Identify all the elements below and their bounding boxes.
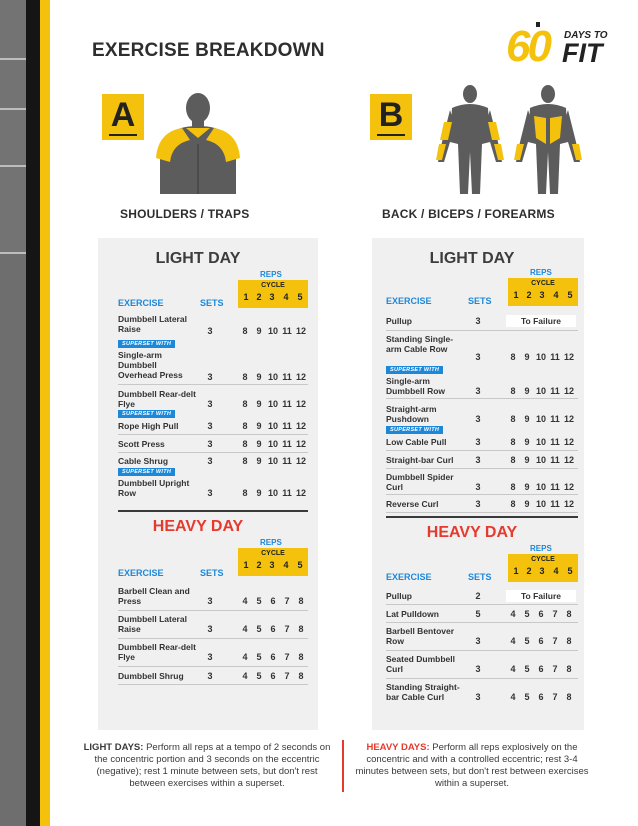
cycle-number: 1 [513, 290, 519, 300]
rep-value: 7 [552, 636, 558, 646]
reps-label: REPS [260, 270, 282, 279]
exercise-name: Lat Pulldown [386, 609, 439, 619]
cycle-number: 2 [526, 290, 532, 300]
rep-value: 6 [538, 609, 544, 619]
rep-value: 6 [270, 624, 276, 634]
rep-value: 11 [550, 414, 560, 424]
notes-separator [342, 740, 344, 792]
rep-value: 5 [524, 664, 530, 674]
rep-value: 10 [267, 372, 278, 382]
rep-value: 10 [267, 439, 278, 449]
rep-value: 10 [535, 386, 546, 396]
exercise-name: Pullup [386, 591, 412, 601]
rep-value: 10 [267, 456, 278, 466]
heavy-days-note [352, 742, 592, 790]
a-light-title: LIGHT DAY [155, 250, 241, 267]
a-heavy-rows [118, 584, 308, 694]
sets-value: 3 [475, 386, 481, 396]
exercise-name: Single-arm Dumbbell Row [386, 376, 446, 396]
sets-header: SETS [468, 296, 492, 306]
cycle-number: 4 [283, 560, 289, 570]
rep-value: 12 [563, 352, 574, 362]
rep-value: 9 [524, 499, 530, 509]
rep-value: 9 [256, 399, 262, 409]
rep-value: 8 [298, 624, 304, 634]
rep-value: 4 [242, 671, 248, 681]
rep-value: 5 [524, 636, 530, 646]
rep-value: 4 [242, 624, 248, 634]
rep-value: 9 [524, 386, 530, 396]
superset-tag: SUPERSET WITH [118, 468, 175, 476]
b-light-rows [386, 312, 578, 512]
sets-value: 3 [475, 414, 481, 424]
exercise-name: Dumbbell Lateral Raise [118, 614, 187, 634]
rep-value: 8 [242, 456, 248, 466]
table-row [118, 584, 308, 611]
sets-value: 3 [475, 455, 481, 465]
cycle-header [238, 548, 308, 576]
light-days-text: Perform all reps at a tempo of 2 seconds on the concentric portion and 3 seconds on the eccentric (negative); rest 1 minute between sets, but don't rest between exercises within a superset. [94, 742, 331, 789]
reps-label: REPS [530, 268, 552, 277]
rep-value: 8 [298, 652, 304, 662]
sets-value: 3 [475, 636, 481, 646]
rep-value: 5 [256, 652, 262, 662]
rep-value: 8 [566, 692, 572, 702]
cycle-number: 5 [297, 292, 303, 302]
rep-value: 8 [298, 596, 304, 606]
cycle-header [508, 278, 578, 306]
rep-value: 8 [242, 488, 248, 498]
rep-value: 11 [282, 326, 292, 336]
panel-a [98, 238, 318, 730]
sets-value: 3 [207, 399, 213, 409]
sets-value: 3 [207, 652, 213, 662]
cycle-number: 2 [256, 292, 262, 302]
sets-value: 3 [475, 352, 481, 362]
rep-value: 11 [550, 455, 560, 465]
rep-value: 10 [267, 326, 278, 336]
rep-value: 8 [242, 326, 248, 336]
exercise-name: Low Cable Pull [386, 437, 447, 447]
logo-number: 60 [506, 22, 549, 71]
stripe-segment [0, 60, 26, 110]
rep-value: 8 [510, 455, 516, 465]
group-a-label: SHOULDERS / TRAPS [120, 207, 250, 221]
b-light-title: LIGHT DAY [429, 250, 515, 267]
rep-value: 10 [535, 499, 546, 509]
sets-value: 2 [475, 591, 481, 601]
rep-value: 8 [242, 372, 248, 382]
logo-fit: FIT [562, 38, 603, 68]
rep-value: 11 [550, 437, 560, 447]
rep-value: 7 [284, 652, 290, 662]
table-row [118, 612, 308, 639]
rep-value: 12 [563, 414, 574, 424]
rep-value: 8 [566, 609, 572, 619]
rep-value: 4 [242, 596, 248, 606]
rep-value: 8 [566, 636, 572, 646]
cycle-label: CYCLE [261, 282, 285, 289]
cycle-header [238, 280, 308, 308]
stripe-segment [0, 110, 26, 167]
table-row [386, 588, 578, 605]
exercise-name: Standing Single-arm Cable Row [386, 334, 454, 354]
exercise-header: EXERCISE [118, 298, 164, 308]
rep-value: 12 [563, 482, 574, 492]
table-row [386, 312, 578, 331]
sets-header: SETS [200, 568, 224, 578]
a-heavy-title: HEAVY DAY [152, 518, 244, 535]
rep-value: 9 [256, 439, 262, 449]
table-row [118, 476, 308, 500]
cycle-number: 4 [553, 290, 559, 300]
exercise-name: Seated Dumbbell Curl [386, 654, 455, 674]
rep-value: 9 [524, 455, 530, 465]
exercise-name: Barbell Clean and Press [118, 586, 190, 606]
rep-value: 12 [295, 421, 306, 431]
rep-value: 6 [270, 671, 276, 681]
sets-header: SETS [200, 298, 224, 308]
rep-value: 9 [256, 488, 262, 498]
cycle-number: 2 [526, 566, 532, 576]
rep-value: 7 [552, 692, 558, 702]
rep-value: 9 [256, 456, 262, 466]
sets-value: 3 [207, 488, 213, 498]
rep-value: 8 [510, 352, 516, 362]
rep-value: 4 [510, 636, 516, 646]
superset-tag: SUPERSET WITH [386, 426, 443, 434]
exercise-name: Dumbbell Rear-delt Flye [118, 389, 196, 409]
rep-value: 5 [256, 624, 262, 634]
cycle-number: 3 [539, 290, 545, 300]
rep-value: 12 [563, 386, 574, 396]
table-row [386, 332, 578, 366]
sets-value: 3 [475, 499, 481, 509]
rep-value: 4 [242, 652, 248, 662]
rep-value: 9 [524, 352, 530, 362]
table-row [118, 418, 308, 435]
rep-value: 4 [510, 692, 516, 702]
rep-value: 11 [282, 399, 292, 409]
table-row [118, 348, 308, 385]
sets-value: 3 [207, 624, 213, 634]
cycle-number: 5 [567, 290, 573, 300]
rep-value: 10 [267, 421, 278, 431]
cycle-label: CYCLE [531, 280, 555, 287]
rep-value: 8 [242, 439, 248, 449]
badge-a: A [102, 94, 144, 140]
to-failure-cell: To Failure [506, 315, 576, 327]
stripe-segment [0, 167, 26, 254]
light-days-note [82, 742, 332, 790]
sets-value: 3 [207, 671, 213, 681]
rep-value: 9 [524, 414, 530, 424]
rep-value: 11 [550, 386, 560, 396]
rep-value: 12 [295, 372, 306, 382]
sets-value: 3 [207, 421, 213, 431]
heavy-days-label: HEAVY DAYS: [366, 742, 430, 753]
rep-value: 6 [538, 692, 544, 702]
left-stripe-yellow [40, 0, 50, 826]
sets-value: 3 [475, 664, 481, 674]
sets-value: 5 [475, 609, 481, 619]
table-row [386, 434, 578, 451]
rep-value: 12 [295, 456, 306, 466]
table-row [386, 402, 578, 426]
exercise-name: Pullup [386, 316, 412, 326]
exercise-name: Dumbbell Shrug [118, 671, 184, 681]
rep-value: 7 [552, 609, 558, 619]
table-row [118, 454, 308, 466]
rep-value: 12 [295, 439, 306, 449]
back-biceps-figure-icon [430, 82, 590, 194]
table-row [386, 652, 578, 679]
section-divider [118, 510, 308, 512]
rep-value: 12 [295, 326, 306, 336]
sets-value: 3 [475, 692, 481, 702]
shoulders-figure-icon [152, 88, 244, 194]
reps-label: REPS [530, 544, 552, 553]
exercise-header: EXERCISE [118, 568, 164, 578]
rep-value: 7 [284, 671, 290, 681]
table-row [118, 436, 308, 453]
rep-value: 6 [538, 664, 544, 674]
exercise-header: EXERCISE [386, 296, 432, 306]
rep-value: 8 [242, 399, 248, 409]
rep-value: 11 [282, 488, 292, 498]
rep-value: 11 [282, 372, 292, 382]
rep-value: 5 [524, 609, 530, 619]
table-row [386, 680, 578, 706]
rep-value: 10 [267, 488, 278, 498]
table-row [386, 624, 578, 651]
table-row [118, 640, 308, 667]
cycle-number: 3 [269, 292, 275, 302]
superset-tag: SUPERSET WITH [386, 366, 443, 374]
table-row [386, 606, 578, 623]
b-heavy-title: HEAVY DAY [426, 524, 518, 541]
cycle-number: 1 [243, 560, 249, 570]
rep-value: 7 [284, 596, 290, 606]
table-row [118, 668, 308, 685]
exercise-name: Straight-bar Curl [386, 455, 454, 465]
sets-value: 3 [207, 596, 213, 606]
cycle-number: 2 [256, 560, 262, 570]
rep-value: 9 [524, 437, 530, 447]
exercise-name: Rope High Pull [118, 421, 179, 431]
rep-value: 11 [282, 439, 292, 449]
heavy-days-text: Perform all reps explosively on the concentric and with a controlled eccentric; rest 3-4 minutes between sets, but don't rest between exercises within a superset. [355, 742, 589, 789]
rep-value: 10 [535, 482, 546, 492]
rep-value: 8 [510, 386, 516, 396]
exercise-name: Dumbbell Spider Curl [386, 472, 454, 492]
table-row [118, 388, 308, 410]
rep-value: 11 [282, 456, 292, 466]
rep-value: 12 [563, 437, 574, 447]
sets-value: 3 [207, 456, 213, 466]
sets-value: 3 [475, 437, 481, 447]
rep-value: 11 [550, 482, 560, 492]
brand-logo [506, 22, 614, 72]
exercise-name: Dumbbell Upright Row [118, 478, 190, 498]
exercise-name: Standing Straight-bar Cable Curl [386, 682, 460, 702]
superset-tag: SUPERSET WITH [118, 340, 175, 348]
page-title: EXERCISE BREAKDOWN [92, 40, 325, 61]
rep-value: 6 [270, 596, 276, 606]
rep-value: 8 [510, 499, 516, 509]
rep-value: 10 [535, 437, 546, 447]
table-row [118, 312, 308, 338]
stripe-segment [0, 0, 26, 60]
rep-value: 9 [256, 326, 262, 336]
cycle-number: 4 [553, 566, 559, 576]
exercise-name: Dumbbell Rear-delt Flye [118, 642, 196, 662]
table-row [386, 496, 578, 513]
rep-value: 5 [256, 596, 262, 606]
cycle-number: 1 [243, 292, 249, 302]
rep-value: 9 [524, 482, 530, 492]
light-days-label: LIGHT DAYS: [83, 742, 144, 753]
cycle-number: 1 [513, 566, 519, 576]
cycle-header [508, 554, 578, 582]
b-heavy-rows [386, 588, 578, 718]
rep-value: 7 [284, 624, 290, 634]
superset-tag: SUPERSET WITH [118, 410, 175, 418]
rep-value: 12 [295, 488, 306, 498]
cycle-number: 3 [269, 560, 275, 570]
exercise-name: Scott Press [118, 439, 165, 449]
rep-value: 12 [295, 399, 306, 409]
sets-value: 3 [207, 372, 213, 382]
rep-value: 8 [298, 671, 304, 681]
exercise-name: Dumbbell Lateral Raise [118, 314, 187, 334]
rep-value: 8 [510, 482, 516, 492]
rep-value: 6 [538, 636, 544, 646]
table-row [386, 374, 578, 399]
rep-value: 8 [566, 664, 572, 674]
rep-value: 10 [535, 455, 546, 465]
to-failure-cell: To Failure [506, 590, 576, 602]
exercise-header: EXERCISE [386, 572, 432, 582]
rep-value: 9 [256, 421, 262, 431]
rep-value: 4 [510, 609, 516, 619]
rep-value: 5 [256, 671, 262, 681]
rep-value: 10 [535, 414, 546, 424]
rep-value: 9 [256, 372, 262, 382]
rep-value: 11 [282, 421, 292, 431]
cycle-number: 5 [297, 560, 303, 570]
rep-value: 8 [510, 414, 516, 424]
exercise-name: Barbell Bentover Row [386, 626, 455, 646]
sets-value: 3 [207, 326, 213, 336]
rep-value: 7 [552, 664, 558, 674]
rep-value: 11 [550, 352, 560, 362]
table-row [386, 452, 578, 469]
exercise-name: Straight-arm Pushdown [386, 404, 437, 424]
left-stripe-black [26, 0, 40, 826]
cycle-label: CYCLE [531, 556, 555, 563]
sets-value: 3 [207, 439, 213, 449]
reps-label: REPS [260, 538, 282, 547]
rep-value: 10 [535, 352, 546, 362]
exercise-name: Cable Shrug [118, 456, 169, 466]
rep-value: 6 [270, 652, 276, 662]
section-divider [386, 516, 578, 518]
rep-value: 8 [242, 421, 248, 431]
exercise-name: Single-arm Dumbbell Overhead Press [118, 350, 183, 380]
cycle-label: CYCLE [261, 550, 285, 557]
cycle-number: 3 [539, 566, 545, 576]
exercise-name: Reverse Curl [386, 499, 439, 509]
rep-value: 11 [550, 499, 560, 509]
a-light-rows [118, 312, 308, 502]
rep-value: 12 [563, 499, 574, 509]
badge-b: B [370, 94, 412, 140]
panel-b [372, 238, 584, 730]
cycle-number: 5 [567, 566, 573, 576]
sets-value: 3 [475, 482, 481, 492]
cycle-number: 4 [283, 292, 289, 302]
rep-value: 5 [524, 692, 530, 702]
sets-value: 3 [475, 316, 481, 326]
rep-value: 10 [267, 399, 278, 409]
sets-header: SETS [468, 572, 492, 582]
group-b-label: BACK / BICEPS / FOREARMS [382, 207, 555, 221]
rep-value: 8 [510, 437, 516, 447]
logo-days-to: DAYS TO [564, 30, 608, 41]
rep-value: 12 [563, 455, 574, 465]
rep-value: 4 [510, 664, 516, 674]
table-row [386, 470, 578, 495]
